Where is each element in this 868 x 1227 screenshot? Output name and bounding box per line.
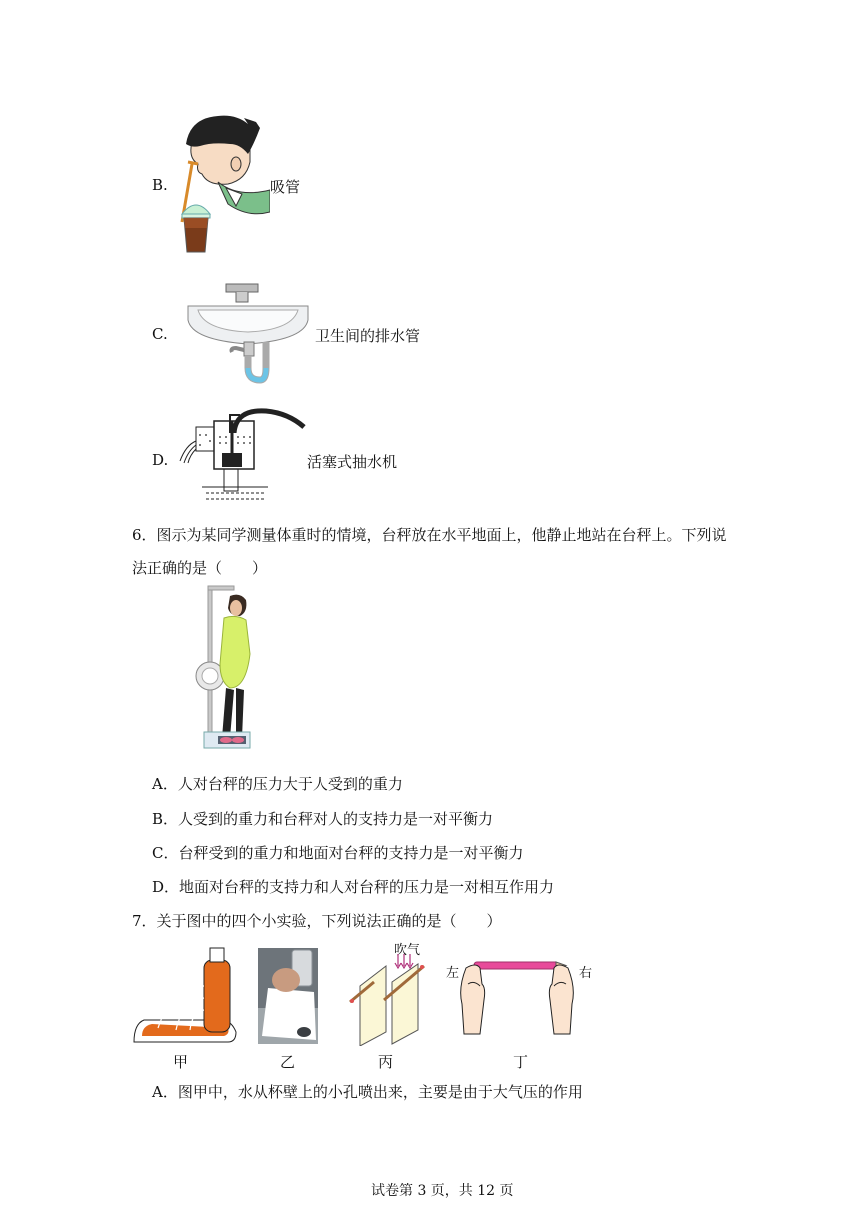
washbasin-drain-icon <box>186 282 310 388</box>
question-6-option-b: B．人受到的重力和台秤对人的支持力是一对平衡力 <box>152 810 494 828</box>
question-6-option-c: C．台秤受到的重力和地面对台秤的支持力是一对平衡力 <box>152 844 524 862</box>
label-yi: 乙 <box>280 1053 296 1071</box>
right-label: 右 <box>579 966 593 981</box>
option-d-caption: 活塞式抽水机 <box>307 453 398 471</box>
label-bing: 丙 <box>378 1053 394 1071</box>
piston-pump-icon <box>178 405 306 507</box>
question-7-stem: 7．关于图中的四个小实验，下列说法正确的是（ ） <box>132 912 502 930</box>
label-ding: 丁 <box>513 1053 529 1071</box>
figure-jia-bottle-spray <box>132 946 240 1046</box>
figure-bing-paper-strips <box>346 952 428 1046</box>
question-7-option-a: A．图甲中，水从杯壁上的小孔喷出来，主要是由于大气压的作用 <box>152 1083 583 1101</box>
question-6-stem-line2: 法正确的是（ ） <box>132 559 268 577</box>
option-b-caption: 吸管 <box>270 178 301 196</box>
label-jia: 甲 <box>173 1053 189 1071</box>
question-6-stem-line1: 6．图示为某同学测量体重时的情境，台秤放在水平地面上，他静止地站在台秤上。下列说 <box>132 526 727 544</box>
option-c-caption: 卫生间的排水管 <box>315 327 421 345</box>
question-6-option-d: D．地面对台秤的支持力和人对台秤的压力是一对相互作用力 <box>152 878 555 896</box>
boy-drinking-straw-icon <box>178 114 270 254</box>
option-c-letter: C. <box>152 325 168 343</box>
page-footer: 试卷第 3 页，共 12 页 <box>371 1183 514 1199</box>
left-label: 左 <box>446 966 460 981</box>
option-d-letter: D. <box>152 451 169 469</box>
figure-yi-cup-photo <box>258 948 318 1044</box>
figure-ding-hands-pencil <box>458 954 576 1036</box>
question-6-option-a: A．人对台秤的压力大于人受到的重力 <box>152 775 403 793</box>
blow-label: 吹气 <box>394 943 421 958</box>
option-b-letter: B. <box>152 176 168 194</box>
person-weighing-scale-image <box>184 584 256 754</box>
